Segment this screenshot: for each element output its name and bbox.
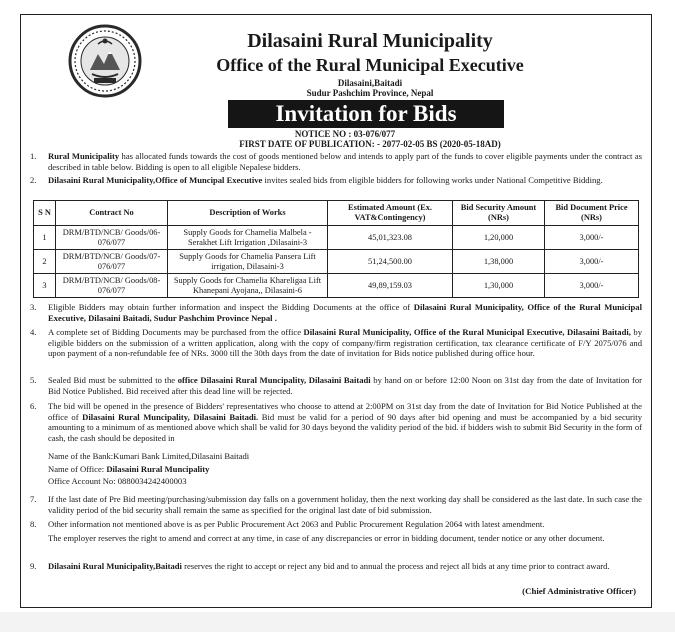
clause-4 bbox=[30, 327, 642, 359]
office-location: Dilasaini,Baitadi bbox=[337, 78, 403, 88]
nepal-government-emblem-icon bbox=[68, 24, 142, 98]
notice-number: NOTICE NO : 03-076/077 bbox=[294, 129, 396, 139]
cell-document-price: 3,000/- bbox=[545, 250, 639, 274]
clause-7 bbox=[30, 494, 642, 515]
office-value: Dilasaini Rural Muncipality bbox=[106, 463, 210, 474]
clause-number: 1. bbox=[30, 151, 37, 161]
clause-text: by eligible bidders on the submission of a written application, along with the copy of company/firm registration certification, tax clearance certificate of F/Y 2075/076 and upon payment of a non-refundable fee of NRs. 3000 till the 30th days from the date of invitation for Bids notice published during office hour. bbox=[48, 327, 642, 358]
clause-number: 2. bbox=[30, 175, 37, 185]
signature-line: (Chief Administrative Officer) bbox=[522, 586, 636, 596]
office-label: Name of Office: bbox=[48, 463, 107, 474]
cell-bid-security: 1,30,000 bbox=[453, 274, 545, 298]
header-document-price: Bid Document Price (NRs) bbox=[545, 201, 639, 226]
cell-estimated-amount: 45,01,323.08 bbox=[328, 226, 453, 250]
account-number: Office Account No: 0880034242400003 bbox=[48, 476, 187, 486]
cell-sn: 3 bbox=[34, 274, 56, 298]
clause-6 bbox=[30, 401, 642, 443]
clause-text: invites sealed bids from eligible bidders for following works under National Competitive Bidding. bbox=[262, 175, 603, 185]
cell-bid-security: 1,38,000 bbox=[453, 250, 545, 274]
banner-title: Invitation for Bids bbox=[228, 100, 504, 128]
clause-text: A complete set of Bidding Documents may be purchased from the office bbox=[48, 327, 304, 337]
table-row bbox=[34, 250, 639, 274]
clause-3 bbox=[30, 302, 642, 323]
clause-9 bbox=[30, 561, 642, 572]
publication-date: FIRST DATE OF PUBLICATION: - 2077-02-05 BS (2020-05-18AD) bbox=[239, 139, 501, 149]
clause-text: reserves the right to accept or reject any bid and to annual the process and reject all bids at any time prior to contract award. bbox=[181, 561, 610, 571]
clause-number: 4. bbox=[30, 327, 37, 337]
clause-emphasis: Dilasaini Rural Municipality, Office of the Rural Municipal Executive, Dilasaini Baitadi, bbox=[303, 327, 631, 337]
table-header-row bbox=[34, 201, 639, 226]
office-name: Office of the Rural Municipal Executive bbox=[216, 55, 524, 75]
cell-sn: 2 bbox=[34, 250, 56, 274]
cell-description: Supply Goods for Chamelia Malbela -Serakhet Lift Irrigation ,Dilasaini-3 bbox=[168, 226, 328, 250]
bids-table bbox=[33, 200, 639, 298]
cell-document-price: 3,000/- bbox=[545, 226, 639, 250]
clause-2 bbox=[30, 175, 642, 186]
clause-text: Sealed Bid must be submitted to the bbox=[48, 375, 178, 385]
clause-text: The employer reserves the right to amend and correct at any time, in case of any discrepancies or error in bidding document, tender notice or any other document. bbox=[48, 533, 605, 543]
clause-emphasis: Rural Municipality bbox=[48, 151, 120, 161]
municipality-name: Dilasaini Rural Municipality bbox=[247, 30, 493, 52]
clause-number: 3. bbox=[30, 302, 37, 312]
clause-text: Bid must be valid for a period of 90 days after bid opening and must be accompanied by a bid security amounting to a minimum of as mentioned above which shall be valid for 30 days beyond the validity period of the bid. if bidders wish to submit Bid Security in the form of cash, the cash should be deposited in bbox=[48, 411, 642, 443]
cell-contract-no: DRM/BTD/NCB/ Goods/06-076/077 bbox=[56, 226, 168, 250]
clause-text: by hand on or before 12:00 Noon on 31st day from the date of Invitation for Bid Notice Published. Bid received after this dead line will be rejected. bbox=[48, 375, 642, 396]
clause-number: 6. bbox=[30, 401, 37, 411]
clause-8 bbox=[30, 519, 642, 530]
clause-number: 9. bbox=[30, 561, 37, 571]
header-description: Description of Works bbox=[168, 201, 328, 226]
cell-description: Supply Goods for Chamelia Khareligaa Lift Khanepani Ayojana,, Dilasaini-6 bbox=[168, 274, 328, 298]
clause-emphasis: Dilasaini Rural Municipality, Office of the Rural Municipal Executive, Dilasaini Baitadi, Sudur Pashchim Province Nepal . bbox=[48, 302, 642, 323]
clause-1 bbox=[30, 151, 642, 172]
clause-text: Other information not mentioned above is as per Public Procurement Act 2063 and Public Procurement Regulation 2064 with latest amendment. bbox=[48, 519, 545, 529]
cell-contract-no: DRM/BTD/NCB/ Goods/08-076/077 bbox=[56, 274, 168, 298]
clause-emphasis: Dilasaini Rural Municipality,Office of Muncipal Executive bbox=[48, 175, 263, 185]
clause-text: The bid will be opened in the presence of Bidders' representatives who choose to attend at 2:00PM on 31st day from the date of Invitation for Bid Notice Published at the office of bbox=[48, 401, 642, 422]
clause-number: 5. bbox=[30, 375, 37, 385]
cell-estimated-amount: 49,89,159.03 bbox=[328, 274, 453, 298]
clause-text: If the last date of Pre Bid meeting/purchasing/submission day falls on a government holiday, then the next working day shall be considered as the last date. In such case the validity period of the bid security shall remain the same as specified for the original last date of bid submission. bbox=[48, 494, 642, 515]
clause-emphasis: office Dilasaini Rural Muncipality, Dilasaini Baitadi bbox=[177, 375, 371, 385]
cell-sn: 1 bbox=[34, 226, 56, 250]
header-contract-no: Contract No bbox=[56, 201, 168, 226]
office-province: Sudur Pashchim Province, Nepal bbox=[306, 88, 434, 98]
clause-text: Eligible Bidders may obtain further information and inspect the Bidding Documents at the office of bbox=[48, 302, 414, 312]
cell-estimated-amount: 51,24,500.00 bbox=[328, 250, 453, 274]
bank-name: Name of the Bank:Kumari Bank Limited,Dilasaini Baitadi bbox=[48, 451, 250, 461]
clause-emphasis: Dilasaini Rural Municipality,Baitadi bbox=[48, 561, 182, 571]
clause-number: 7. bbox=[30, 494, 37, 504]
office-name-line bbox=[48, 464, 642, 475]
cell-document-price: 3,000/- bbox=[545, 274, 639, 298]
clause-8-continued bbox=[30, 533, 642, 544]
clause-emphasis: Dilasaini Rural Muncipality, Dilasaini Baitadi. bbox=[82, 411, 259, 422]
header-estimated-amount: Estimated Amount (Ex. VAT&Contingency) bbox=[328, 201, 453, 226]
table-row bbox=[34, 274, 639, 298]
clause-5 bbox=[30, 375, 642, 396]
header-sn: S N bbox=[34, 201, 56, 226]
cell-contract-no: DRM/BTD/NCB/ Goods/07-076/077 bbox=[56, 250, 168, 274]
cell-bid-security: 1,20,000 bbox=[453, 226, 545, 250]
bank-details bbox=[30, 451, 642, 487]
clause-text: has allocated funds towards the cost of goods mentioned below and intends to apply part of the funds to cover eligible payments under the contract as described in table below. Bidding is open to all eligible Nepalese bidders. bbox=[48, 151, 642, 172]
header-bid-security: Bid Security Amount (NRs) bbox=[453, 201, 545, 226]
table-row bbox=[34, 226, 639, 250]
page-footer-strip bbox=[0, 612, 675, 632]
cell-description: Supply Goods for Chamelia Pansera Lift irrigation, Dilasaini-3 bbox=[168, 250, 328, 274]
clause-number: 8. bbox=[30, 519, 37, 529]
